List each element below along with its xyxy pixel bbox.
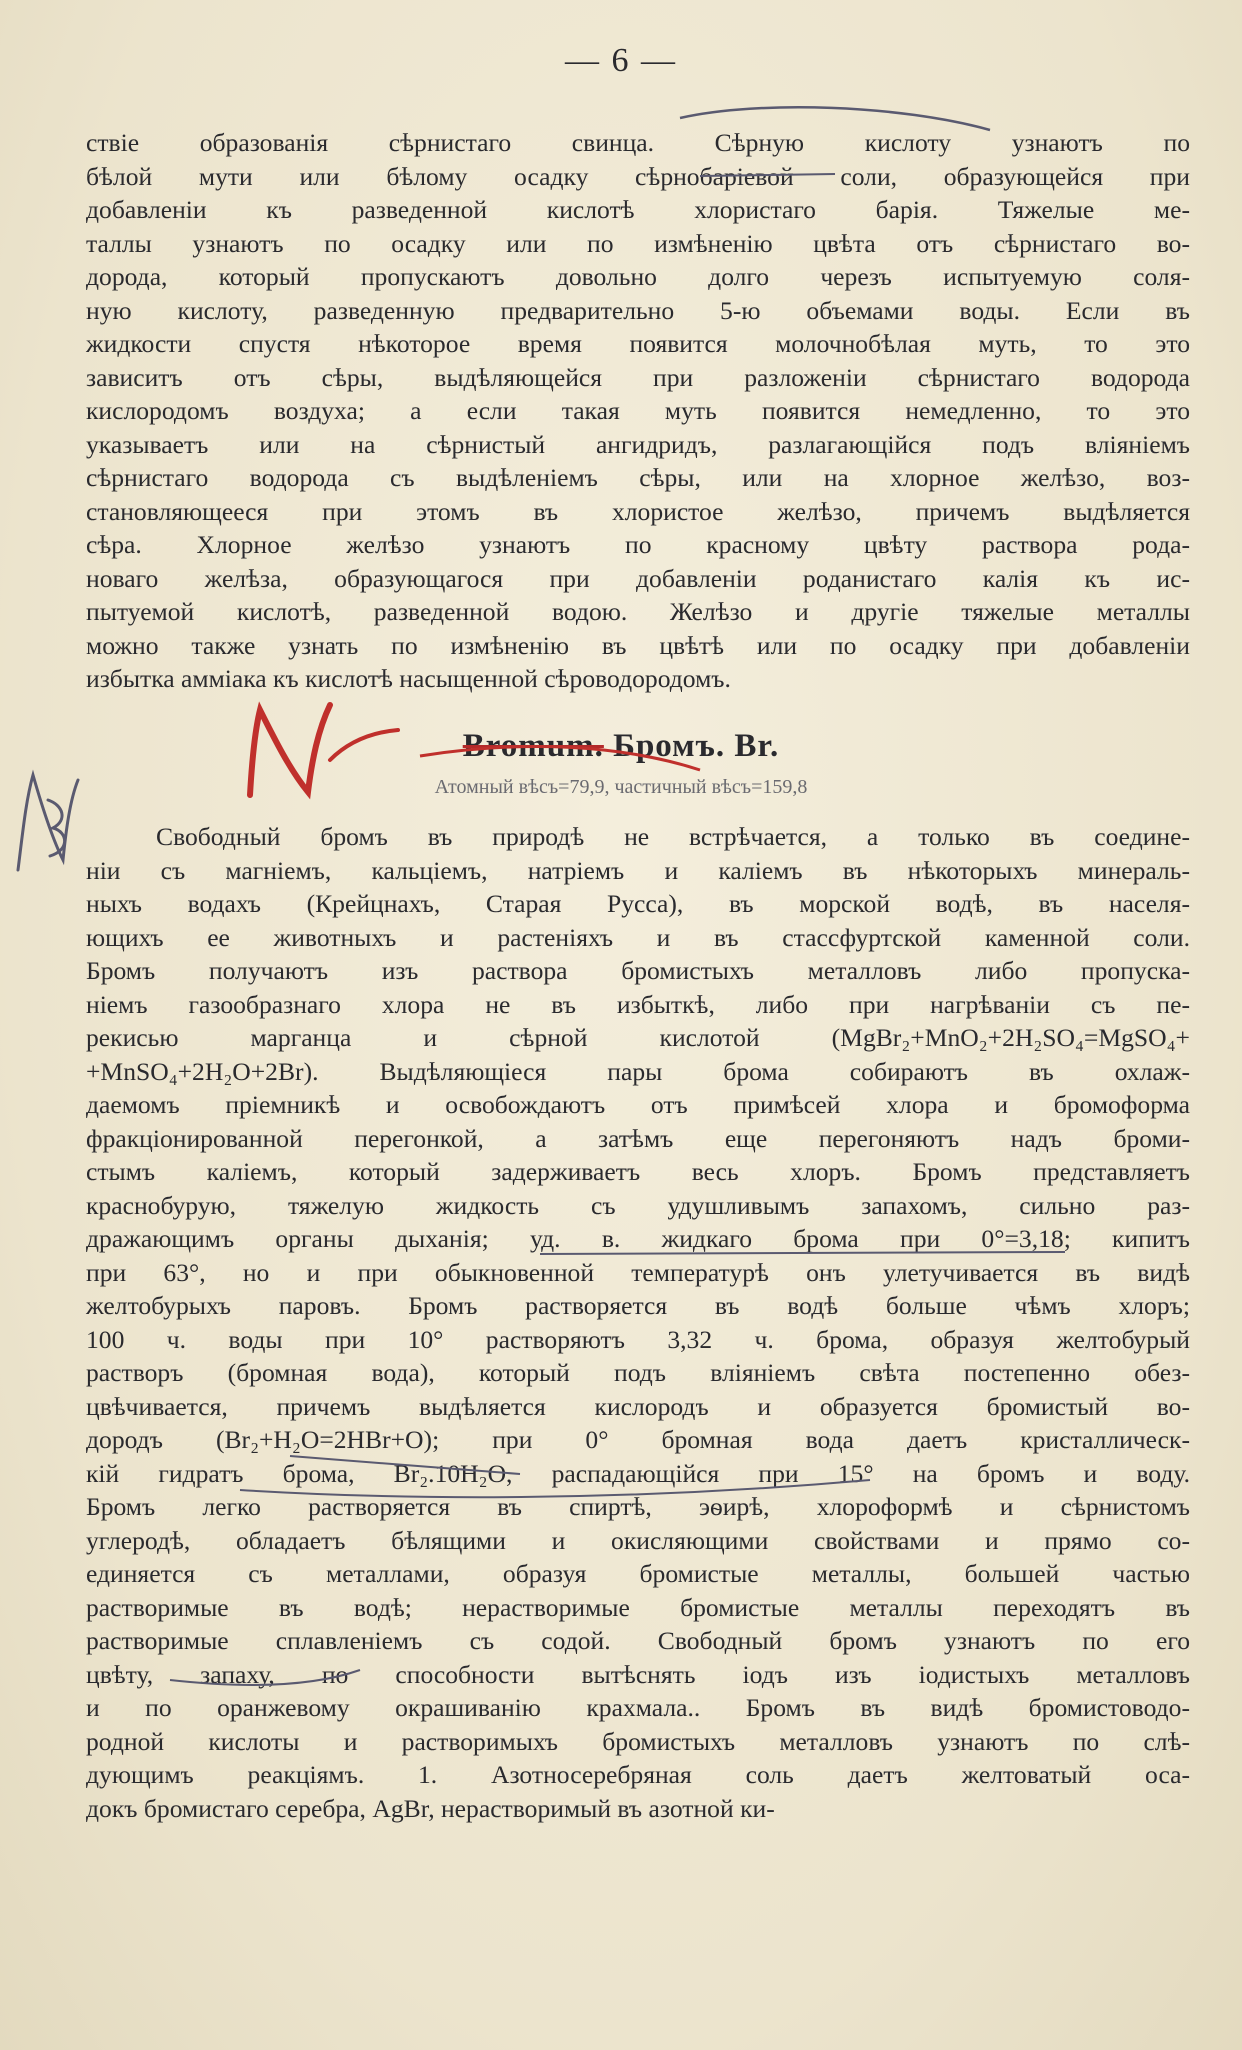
text-line: дорода, который пропускаютъ довольно долго черезъ испытуемую соля-	[86, 262, 1190, 291]
text-line: бѣлой мути или бѣлому осадку сѣрнобаріевой соли, образующейся при	[86, 161, 1190, 191]
paragraph-1	[86, 126, 1190, 696]
text-line: Бромъ легко растворяется въ спиртѣ, эѳирѣ, хлороформѣ и сѣрнистомъ	[86, 1492, 1190, 1521]
text-line: цвѣту, запаху, по способности вытѣснять іодъ изъ іодистыхъ металловъ	[86, 1659, 1190, 1689]
text-line: кій гидратъ брома, Br₂.10H₂O, распадающійся при 15° на бромъ и воду.	[86, 1458, 1190, 1488]
text-line: 100 ч. воды при 10° растворяютъ 3,32 ч. брома, образуя желтобурый	[86, 1324, 1190, 1354]
text-line: фракціонированной перегонкой, а затѣмъ еще перегоняютъ надъ броми-	[86, 1123, 1190, 1153]
text-line: зависитъ отъ сѣры, выдѣляющейся при разложеніи сѣрнистаго водорода	[86, 362, 1190, 392]
text-line: углеродѣ, обладаетъ бѣлящими и окисляющими свойствами и прямо со-	[86, 1525, 1190, 1555]
section-heading	[0, 728, 1242, 765]
text-line: пытуемой кислотѣ, разведенной водою. Желѣзо и другіе тяжелые металлы	[86, 597, 1190, 626]
text-line: единяется съ металлами, образуя бромистые металлы, большей частью	[86, 1559, 1190, 1588]
text-line: ную кислоту, разведенную предварительно 5-ю объемами воды. Если въ	[86, 295, 1190, 325]
text-line: краснобурую, тяжелую жидкость съ удушливымъ запахомъ, сильно раз-	[86, 1190, 1190, 1220]
text-line: Свободный бромъ въ природѣ не встрѣчается, а только въ соедине-	[156, 822, 1190, 851]
text-line: Бромъ получаютъ изъ раствора бромистыхъ металловъ либо пропуска-	[86, 956, 1190, 985]
heading-russian: Бромъ. Br.	[613, 728, 780, 764]
text-line: при 63°, но и при обыкновенной температурѣ онъ улетучивается въ видѣ	[86, 1257, 1190, 1287]
text-line: родной кислоты и растворимыхъ бромистыхъ металловъ узнаютъ по слѣ-	[86, 1726, 1190, 1756]
text-line: +MnSO₄+2H₂O+2Br). Выдѣляющіеся пары брома собираютъ въ охлаж-	[86, 1056, 1190, 1086]
text-line: ствіе образованія сѣрнистаго свинца. Сѣрную кислоту узнаютъ по	[86, 128, 1190, 157]
text-line: дражающимъ органы дыханія; уд. в. жидкаго брома при 0°=3,18; кипитъ	[86, 1224, 1190, 1253]
paragraph-2	[86, 820, 1190, 1825]
text-line: ніемъ газообразнаго хлора не въ избыткѣ, либо при нагрѣваніи съ пе-	[86, 989, 1190, 1019]
text-line: ющихъ ее животныхъ и растеніяхъ и въ стассфуртской каменной соли.	[86, 922, 1190, 952]
text-line: растворимые сплавленіемъ съ содой. Свободный бромъ узнаютъ по его	[86, 1626, 1190, 1655]
text-line: докъ бромистаго серебра, AgBr, нерастворимый въ азотной ки-	[86, 1793, 775, 1823]
atomic-weight-line: Атомный вѣсъ=79,9, частичный вѣсъ=159,8	[434, 776, 808, 798]
heading-latin: Bromum.	[462, 728, 604, 764]
text-line: рекисью марганца и сѣрной кислотой (MgBr₂+MnO₂+2H₂SO₄=MgSO₄+	[86, 1023, 1190, 1052]
text-line: растворъ (бромная вода), который подъ вліяніемъ свѣта постепенно обез-	[86, 1358, 1190, 1387]
text-line: становляющееся при этомъ въ хлористое желѣзо, причемъ выдѣляется	[86, 496, 1190, 526]
page-number: — 6 —	[565, 42, 677, 79]
text-line: избытка амміака къ кислотѣ насыщенной сѣроводородомъ.	[86, 664, 731, 693]
text-line: и по оранжевому окрашиванію крахмала.. Бромъ въ видѣ бромистоводо-	[86, 1693, 1190, 1722]
text-line: добавленіи къ разведенной кислотѣ хлористаго барія. Тяжелые ме-	[86, 195, 1190, 224]
text-line: новаго желѣза, образующагося при добавленіи роданистаго калія къ ис-	[86, 563, 1190, 593]
text-line: жидкости спустя нѣкоторое время появится молочнобѣлая муть, то это	[86, 329, 1190, 358]
text-line: дородъ (Br₂+H₂O=2HBr+O); при 0° бромная вода даетъ кристаллическ-	[86, 1425, 1190, 1454]
text-line: цвѣчивается, причемъ выдѣляется кислородъ и образуется бромистый во-	[86, 1391, 1190, 1421]
text-line: растворимые въ водѣ; нерастворимые бромистые металлы переходятъ въ	[86, 1592, 1190, 1622]
text-line: можно также узнать по измѣненію въ цвѣтѣ или по осадку при добавленіи	[86, 630, 1190, 660]
text-line: даемомъ пріемникѣ и освобождаютъ отъ примѣсей хлора и бромоформа	[86, 1090, 1190, 1119]
text-line: стымъ каліемъ, который задерживаетъ весь хлоръ. Бромъ представляетъ	[86, 1157, 1190, 1186]
text-line: таллы узнаютъ по осадку или по измѣненію цвѣта отъ сѣрнистаго во-	[86, 228, 1190, 258]
text-line: желтобурыхъ паровъ. Бромъ растворяется въ водѣ больше чѣмъ хлоръ;	[86, 1291, 1190, 1320]
text-line: ніи съ магніемъ, кальціемъ, натріемъ и каліемъ въ нѣкоторыхъ минераль-	[86, 855, 1190, 885]
text-line: сѣрнистаго водорода съ выдѣленіемъ сѣры, или на хлорное желѣзо, воз-	[86, 463, 1190, 492]
text-line: кислородомъ воздуха; а если такая муть появится немедленно, то это	[86, 396, 1190, 425]
text-line: ныхъ водахъ (Крейцнахъ, Старая Русса), въ морской водѣ, въ населя-	[86, 889, 1190, 918]
text-line: указываетъ или на сѣрнистый ангидридъ, разлагающійся подъ вліяніемъ	[86, 429, 1190, 459]
text-line: дующимъ реакціямъ. 1. Азотносеребряная соль даетъ желтоватый оса-	[86, 1760, 1190, 1789]
text-line: сѣра. Хлорное желѣзо узнаютъ по красному цвѣту раствора рода-	[86, 530, 1190, 559]
